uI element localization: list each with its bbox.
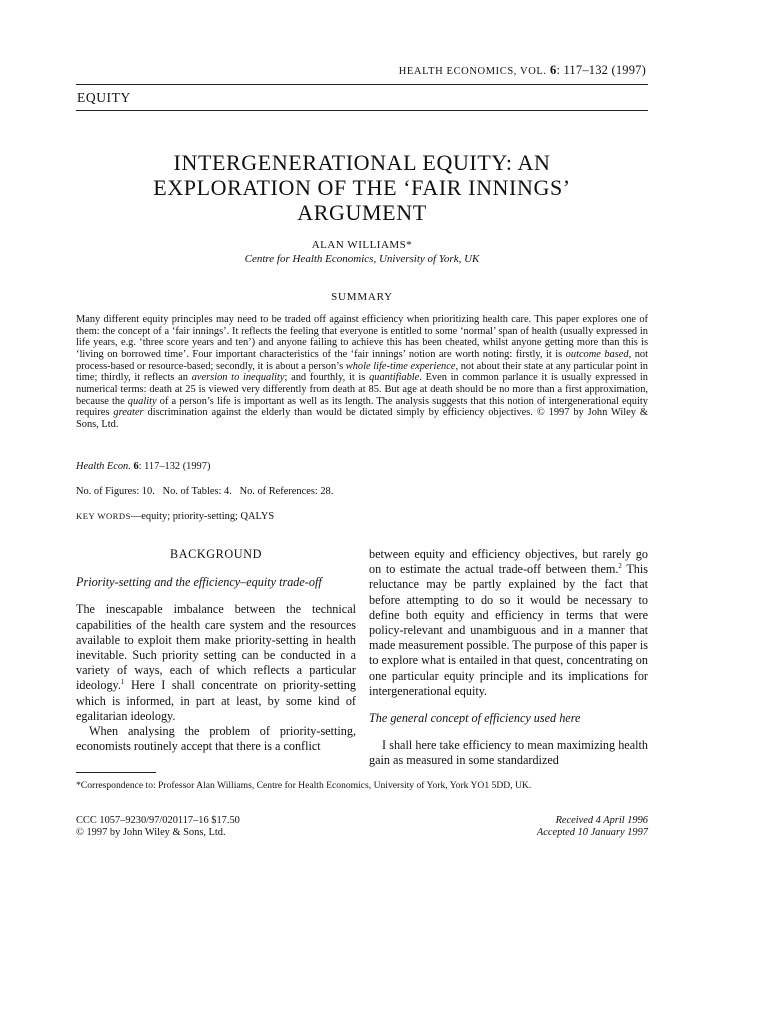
- citation-journal: Health Econ.: [76, 461, 131, 472]
- ccc-code: CCC 1057–9230/97/020117–16 $17.50: [76, 815, 240, 826]
- received-date: Received 4 April 1996: [555, 815, 648, 826]
- abstract-span: ; and fourthly, it is: [284, 372, 370, 384]
- abstract-span: Many different equity principles may need to be traded off against efficiency when prioritizing health care. This paper explores one of them: the concept of a ‘fair innings’. It reflects the feeling that everyone is entitled to some ‘normal’ span of health (usually expressed in life years, e.g. ‘three score years and ten’) and anyone failing to achieve this has been cheated, whilst anyone getting more than this is ‘living on borrowed time’. Four important characteristics of the ‘fair innings’ notion are worth noting: firstly, it is: [76, 314, 648, 360]
- body-paragraph: When analysing the problem of priority-setting, economists routinely accept that there is a conflict: [76, 724, 356, 754]
- accepted-date: Accepted 10 January 1997: [536, 827, 648, 838]
- keywords-label: KEY WORDS: [76, 511, 131, 521]
- title-line: ARGUMENT: [297, 200, 427, 225]
- body-column-left: [76, 547, 356, 754]
- imprint-left: [76, 815, 240, 839]
- author-name: ALAN WILLIAMS*: [311, 239, 413, 251]
- abstract-span: of a person’s life is important as well as its length. The analysis suggests that this notion of intergenerational equity requires: [76, 395, 648, 419]
- running-head-journal: HEALTH ECONOMICS, VOL.: [398, 66, 547, 77]
- abstract-emphasis: whole life-time experience: [345, 360, 456, 372]
- subsection-heading: Priority-setting and the efficiency–equity trade-off: [76, 575, 322, 590]
- subsection-heading: The general concept of efficiency used here: [369, 711, 581, 726]
- abstract-span: , not process-based or resource-based; secondly, it is about a person’s: [76, 348, 648, 372]
- title-line: INTERGENERATIONAL EQUITY: AN: [173, 150, 551, 175]
- citation-line: [76, 461, 210, 472]
- header-rule-bottom: [76, 110, 648, 111]
- abstract-emphasis: greater: [113, 407, 144, 419]
- figure-table-counts: No. of Figures: 10. No. of Tables: 4. No. of References: 28.: [76, 486, 334, 497]
- abstract-span: , not about their state at any particular point in time; thirdly, it reflects an: [76, 360, 649, 384]
- abstract-emphasis: aversion to inequality: [191, 372, 285, 384]
- body-column-right: [369, 547, 648, 769]
- paragraph-text: between equity and efficiency objectives, but rarely go on to estimate the actual trade-off between them.: [369, 547, 648, 577]
- paragraph-text: The inescapable imbalance between the technical capabilities of the health care system and the resources available to exploit them make priority-setting in health inevitable. Such priority setting can be conducted in a variety of ways, each of which reflects a particular ideology.: [76, 602, 356, 693]
- summary-heading: SUMMARY: [331, 291, 393, 303]
- running-head-pages: : 117–132 (1997): [556, 63, 646, 77]
- body-paragraph: I shall here take efficiency to mean maximizing health gain as measured in some standardized: [369, 738, 648, 768]
- citation-rest: : 117–132 (1997): [138, 461, 211, 472]
- paragraph-text: Here I shall concentrate on priority-setting which is informed, in part at least, by some kind of egalitarian ideology.: [76, 678, 356, 723]
- header-rule-top: [76, 84, 648, 85]
- running-head-volume: 6: [550, 63, 557, 77]
- abstract-emphasis: quality: [127, 395, 157, 407]
- article-title: [76, 150, 648, 225]
- running-head: [399, 63, 646, 78]
- keywords-text: —equity; priority-setting; QALYS: [130, 511, 275, 522]
- abstract-text: [76, 314, 648, 431]
- citation-volume: 6: [133, 461, 139, 472]
- reference-marker: 1: [120, 678, 125, 687]
- correspondence-footnote: *Correspondence to: Professor Alan Williams, Centre for Health Economics, University of York, York YO1 5DD, UK.: [76, 780, 532, 791]
- abstract-span: discrimination against the elderly than would be dictated simply by efficiency objectives. © 1997 by John Wiley & Sons, Ltd.: [76, 407, 648, 430]
- paragraph-text: This reluctance may be partly explained by the fact that before attempting to do so it would be necessary to define both equity and efficiency in terms that were policy-relevant and unambiguous and in a manner that made measurement possible. The purpose of this paper is to explore what is entailed in that quest, concentrating on one particular equity principle and its implications for intergenerational equity.: [369, 562, 649, 698]
- imprint-dates: [537, 815, 648, 839]
- footnote-rule: [76, 772, 156, 773]
- body-paragraph: [76, 602, 356, 724]
- abstract-span: . Even in common parlance it is usually expressed in numerical terms: death at 25 is viewed very differently from death at 85. But age at death should be no more than a first approximation, because the: [76, 372, 648, 407]
- keywords-line: [76, 511, 274, 522]
- body-paragraph: [369, 547, 648, 699]
- section-label: EQUITY: [77, 90, 131, 105]
- reference-marker: 2: [618, 562, 622, 571]
- section-heading-background: BACKGROUND: [170, 547, 262, 561]
- copyright-line: © 1997 by John Wiley & Sons, Ltd.: [76, 827, 226, 838]
- abstract-emphasis: quantifiable: [369, 372, 420, 384]
- author-affiliation: Centre for Health Economics, University of York, UK: [244, 253, 480, 265]
- abstract-emphasis: outcome based: [565, 348, 629, 360]
- title-line: EXPLORATION OF THE ‘FAIR INNINGS’: [153, 175, 571, 200]
